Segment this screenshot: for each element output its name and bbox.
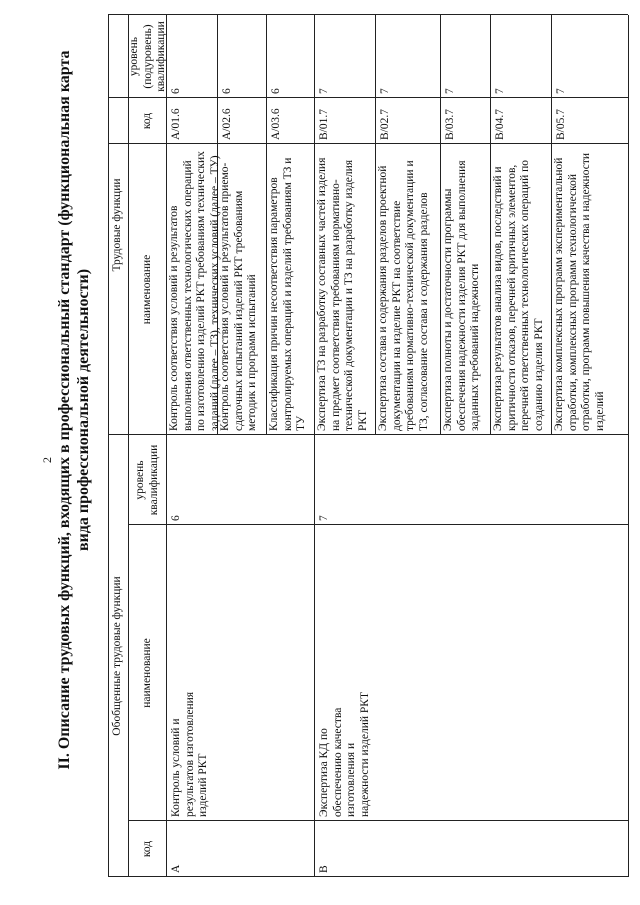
page-number: 2 — [40, 457, 54, 463]
function-map-table — [108, 15, 628, 877]
function-level: 6 — [221, 88, 233, 94]
function-code: B/05.7 — [555, 109, 567, 140]
function-code: B/04.7 — [494, 109, 506, 140]
function-level: 6 — [270, 88, 282, 94]
header-labor-functions: Трудовые функции — [111, 178, 123, 272]
function-level: 7 — [379, 88, 391, 94]
group-level: 6 — [170, 515, 182, 521]
function-name: Контроль соответствия условий и результатов приемо-сдаточных испытаний изделий РКТ требованиям методик и программ испытаний — [219, 162, 258, 431]
function-level: 7 — [494, 88, 506, 94]
function-name: Экспертиза комплексных программ экспериментальной отработки, комплексных программ технологической отработки, программ повышения качества и надежности изделий — [553, 152, 606, 431]
header-level: уровень квалификации — [134, 444, 160, 516]
function-name: Экспертиза полноты и достаточности программы обеспечения надежности изделия РКТ для выполнения заданных требований надежности — [442, 160, 481, 431]
function-level: 7 — [444, 88, 456, 94]
function-name: Экспертиза результатов анализа видов, последствий и критичности отказов, перечней критичных элементов, перечней ответственных технологических операций по созданию изделия РКТ — [492, 159, 545, 431]
function-level: 7 — [555, 88, 567, 94]
group-code: B — [318, 865, 330, 873]
function-code: B/01.7 — [318, 109, 330, 140]
function-code: A/01.6 — [170, 108, 182, 140]
header-generalized: Обобщенные трудовые функции — [111, 576, 123, 736]
header-function-level: уровень (подуровень) квалификации — [128, 21, 167, 92]
header-code: код — [141, 840, 153, 858]
section-title: II. Описание трудовых функций, входящих в профессиональный стандарт (функциональная карта вида профессиональной деятельности) — [56, 50, 92, 770]
function-name: Контроль соответствия условий и результатов выполнения ответственных технологических операций по изготовлению изделий РКТ требованиям технических заданий (далее – ТЗ), технических условий (далее – ТУ) — [168, 151, 221, 431]
group-code: A — [170, 864, 182, 873]
function-code: A/02.6 — [221, 108, 233, 140]
group-name: Контроль условий и результатов изготовления изделий РКТ — [170, 691, 209, 817]
function-name: Классификация причин несоответствия параметров контролируемых операций и изделий требованиям ТЗ и ТУ — [268, 157, 307, 431]
group-name: Экспертиза КД по обеспечению качества изготовления и надежности изделий РКТ — [318, 692, 371, 817]
function-code: A/03.6 — [270, 108, 282, 140]
header-function-name: наименование — [141, 254, 153, 325]
function-level: 6 — [170, 88, 182, 94]
function-level: 7 — [318, 88, 330, 94]
function-code: B/03.7 — [444, 109, 456, 140]
function-name: Экспертиза ТЗ на разработку составных частей изделия на предмет соответствия требованиям нормативно-технической документации и ТЗ на разработку изделия РКТ — [316, 157, 369, 431]
function-name: Экспертиза состава и содержания разделов проектной документации на изделие РКТ на соответствие требованиям нормативно-технической документации и ТЗ, согласование состава и содержания разделов — [377, 160, 430, 431]
header-name: наименование — [141, 638, 153, 708]
group-level: 7 — [318, 515, 330, 521]
header-function-code: код — [141, 112, 153, 130]
function-code: B/02.7 — [379, 109, 391, 140]
